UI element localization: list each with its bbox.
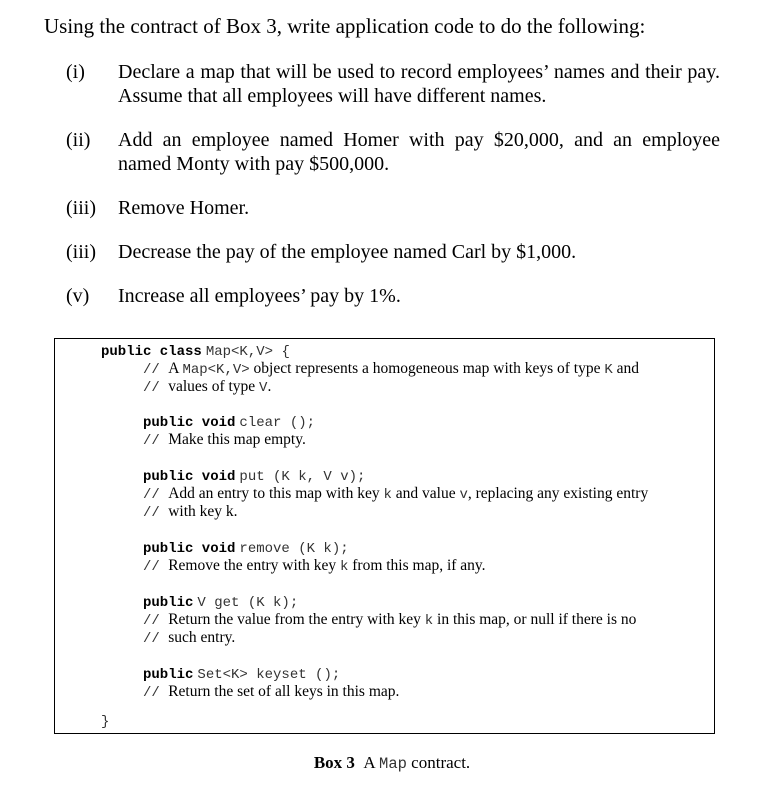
contract-box bbox=[54, 338, 715, 734]
item-text: Decrease the pay of the employee named Carl by $1,000. bbox=[118, 241, 577, 263]
method-get-signature: public V get (K k); bbox=[143, 595, 299, 611]
class-doc-line-2: // values of type V. bbox=[143, 378, 272, 396]
item-text: Declare a map that will be used to record employees’ names and their pay. Assume that all employees will have different names. bbox=[118, 61, 720, 107]
question-item-4 bbox=[66, 240, 720, 264]
method-put-signature: public void put (K k, V v); bbox=[143, 469, 366, 485]
question-item-5 bbox=[66, 284, 720, 308]
item-number: (ii) bbox=[66, 129, 91, 151]
closing-brace: } bbox=[101, 714, 110, 730]
method-clear-doc: // Make this map empty. bbox=[143, 431, 306, 449]
method-keyset-doc: // Return the set of all keys in this map. bbox=[143, 683, 400, 701]
question-item-2 bbox=[66, 128, 720, 176]
class-doc-line-1: // A Map<K,V> object represents a homogeneous map with keys of type K and bbox=[143, 360, 640, 378]
item-number: (iii) bbox=[66, 197, 96, 219]
method-get-doc-line-1: // Return the value from the entry with key k in this map, or null if there is no bbox=[143, 611, 637, 629]
item-text: Increase all employees’ pay by 1%. bbox=[118, 285, 401, 307]
method-keyset-signature: public Set<K> keyset (); bbox=[143, 667, 341, 683]
method-remove-doc: // Remove the entry with key k from this map, if any. bbox=[143, 557, 486, 575]
method-clear-signature: public void clear (); bbox=[143, 415, 316, 431]
item-text: Add an employee named Homer with pay $20,000, and an employee named Monty with pay $500,000. bbox=[118, 129, 720, 175]
method-get-doc-line-2: // such entry. bbox=[143, 629, 236, 647]
item-number: (iii) bbox=[66, 241, 96, 263]
item-number: (v) bbox=[66, 285, 90, 307]
method-put-doc-line-2: // with key k. bbox=[143, 503, 238, 521]
question-intro: Using the contract of Box 3, write application code to do the following: bbox=[44, 14, 646, 38]
method-remove-signature: public void remove (K k); bbox=[143, 541, 349, 557]
box-caption: Box 3 A Map contract. bbox=[313, 753, 471, 773]
method-put-doc-line-1: // Add an entry to this map with key k and value v, replacing any existing entry bbox=[143, 485, 649, 503]
item-number: (i) bbox=[66, 61, 85, 83]
question-item-3 bbox=[66, 196, 720, 220]
item-text: Remove Homer. bbox=[118, 197, 250, 219]
question-item-1 bbox=[66, 60, 720, 108]
class-declaration: public class Map<K,V> { bbox=[101, 344, 290, 360]
